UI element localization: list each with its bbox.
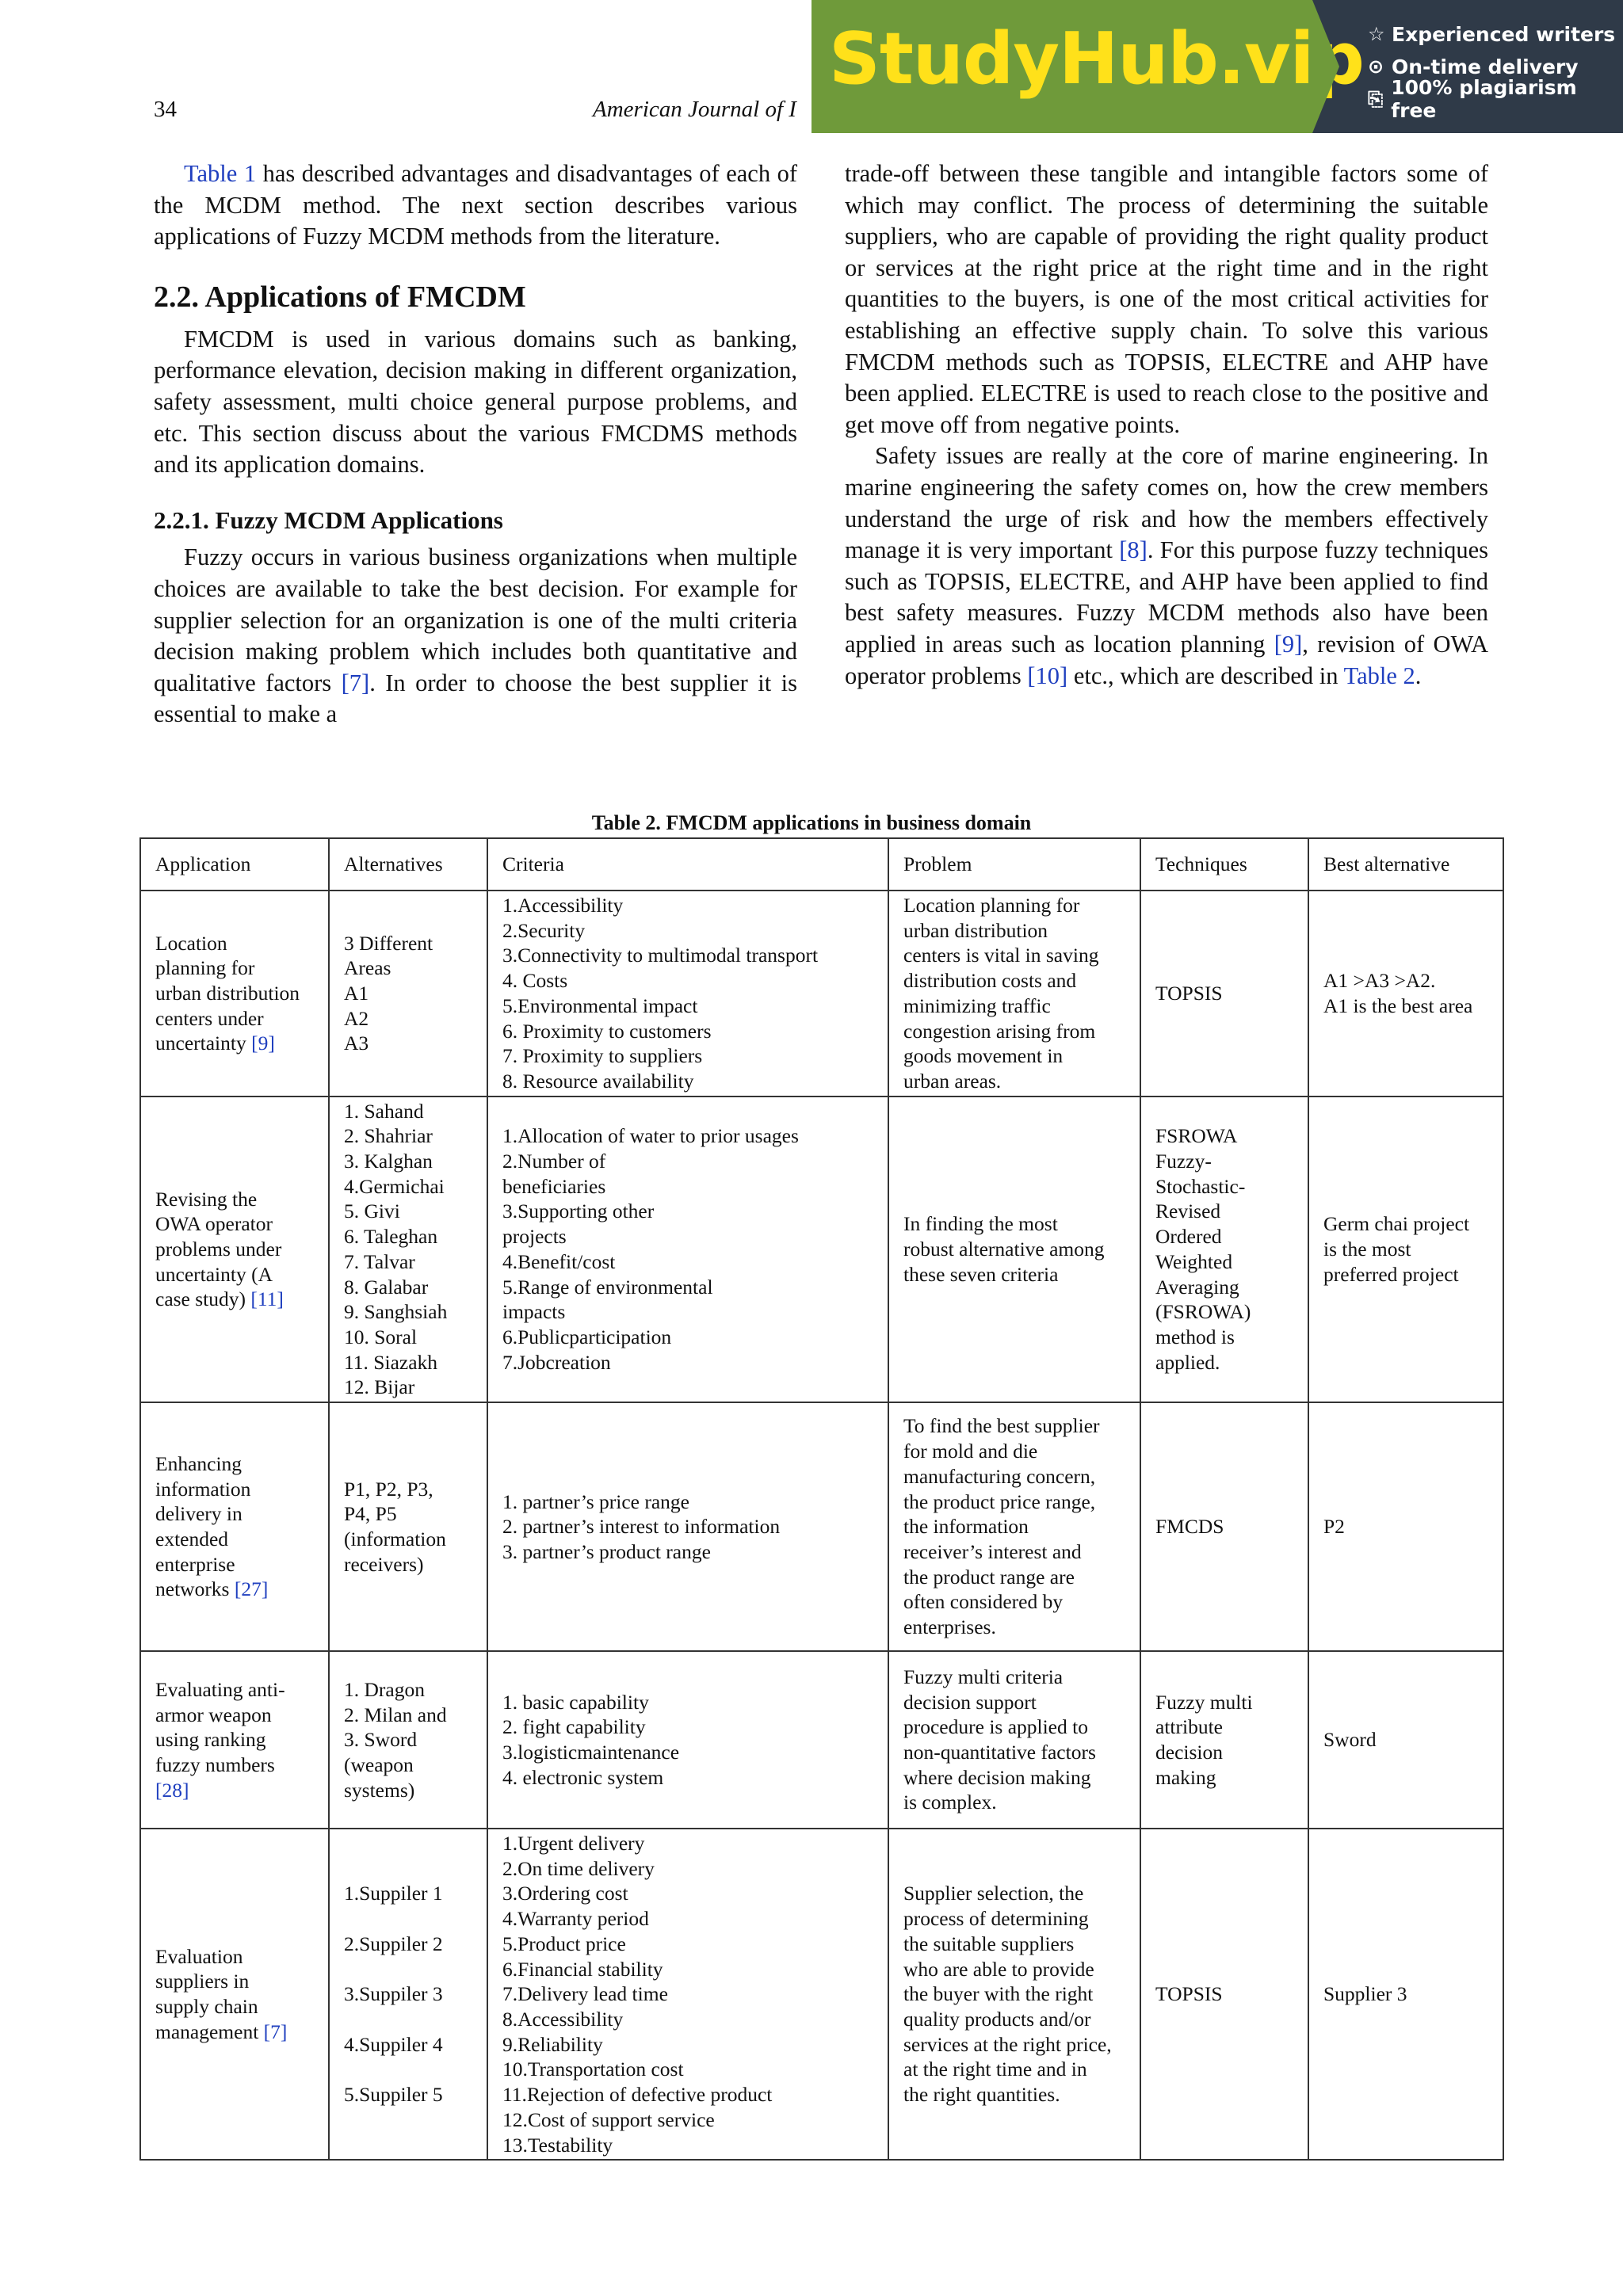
cell-line: 7. Proximity to suppliers — [502, 1044, 703, 1068]
document-check-icon: ⎘ — [1368, 88, 1384, 110]
studyhub-banner[interactable] — [812, 0, 1623, 133]
cell-line: 9.Reliability — [502, 2032, 603, 2056]
cell-line: Fuzzy multi criteria — [903, 1665, 1064, 1688]
studyhub-logo: StudyHub.vip — [829, 17, 1364, 101]
cell-line: distribution costs and — [903, 969, 1077, 993]
cell-line: decision support — [903, 1690, 1037, 1714]
paragraph — [845, 441, 1488, 692]
cell-text: networks — [155, 1577, 235, 1601]
cell-line — [344, 1906, 472, 1932]
cell-line: (FSROWA) — [1155, 1300, 1251, 1324]
cell-line: services at the right price, — [903, 2032, 1112, 2056]
cell-line: process of determining — [903, 1907, 1089, 1931]
cell-line: often considered by — [903, 1590, 1064, 1614]
table-2-link[interactable]: Table 2 — [1343, 662, 1415, 689]
cell-line: 3. Kalghan — [344, 1150, 433, 1173]
cell-line: TOPSIS — [1155, 981, 1223, 1005]
table-body — [140, 891, 1503, 2160]
cell-line: 4.Suppiler 4 — [344, 2032, 443, 2056]
cell-line: 1.Urgent delivery — [502, 1832, 645, 1855]
cell-line: Supplier selection, the — [903, 1882, 1084, 1905]
cell-line: FMCDS — [1155, 1515, 1224, 1539]
cell-line: A1 is the best area — [1323, 994, 1473, 1017]
best-alternative-cell — [1308, 1651, 1503, 1829]
criteria-cell — [487, 891, 888, 1097]
table-row — [140, 891, 1503, 1097]
cell-line — [155, 2019, 314, 2045]
cell-line: Location — [155, 931, 227, 955]
cell-line — [344, 1957, 472, 1982]
column-header: Application — [140, 838, 329, 891]
alternatives-cell — [329, 1651, 487, 1829]
techniques-cell — [1140, 1402, 1308, 1651]
cell-line: systems) — [344, 1778, 415, 1802]
cell-line: non-quantitative factors — [903, 1741, 1096, 1764]
cell-line: 5.Product price — [502, 1932, 626, 1955]
cell-line: 1.Accessibility — [502, 894, 624, 917]
cell-line: FSROWA — [1155, 1124, 1238, 1148]
cell-line: minimizing traffic — [903, 994, 1051, 1017]
cell-line — [155, 1287, 314, 1312]
best-alternative-cell — [1308, 1097, 1503, 1402]
cell-line: 2. partner’s interest to information — [502, 1515, 781, 1539]
cell-line: 5. Givi — [344, 1199, 400, 1223]
application-cell — [140, 1097, 329, 1402]
cell-line: 13.Testability — [502, 2133, 613, 2157]
cell-line: 2. fight capability — [502, 1715, 646, 1739]
cell-line: for mold and die — [903, 1440, 1038, 1463]
criteria-cell — [487, 1402, 888, 1651]
paragraph-text: Fuzzy occurs in various business organizations when multiple choices are available to take the best decision. For example for supplier selection for an organization is one of the multi criteria decision making problem which includes both quantitative and qualitative factors — [154, 543, 797, 696]
cell-line — [155, 1577, 314, 1602]
cell-line: Ordered — [1155, 1225, 1222, 1249]
cell-line: suppliers in — [155, 1970, 250, 1993]
techniques-cell — [1140, 1651, 1308, 1829]
citation-link[interactable]: [9] — [1274, 630, 1303, 658]
paragraph: trade-off between these tangible and intangible factors some of which may conflict. The process of determining the suitable suppliers, who are capable of providing the right quality product or services at the right price at the right time and in the right quantities to the buyers, is one of the most critical activities for establishing an effective supply chain. To solve this various FMCDM methods such as TOPSIS, ELECTRE and AHP have been applied. ELECTRE is used to reach close to the positive and get move off from negative points. — [845, 160, 1488, 438]
cell-line: the information — [903, 1515, 1029, 1539]
cell-line: procedure is applied to — [903, 1715, 1088, 1739]
cell-line: In finding the most — [903, 1212, 1058, 1236]
cell-line: 3.Suppiler 3 — [344, 1982, 443, 2006]
cell-line: 5.Range of environmental — [502, 1275, 713, 1299]
cell-line: 4.Benefit/cost — [502, 1249, 616, 1273]
cell-line: 6.Publicparticipation — [502, 1325, 672, 1348]
cell-line: Stochastic- — [1155, 1174, 1246, 1198]
best-alternative-cell — [1308, 1402, 1503, 1651]
table-caption: Table 2. FMCDM applications in business domain — [591, 811, 1032, 834]
cell-line: (information — [344, 1527, 446, 1551]
cell-line: 2. Shahriar — [344, 1124, 433, 1148]
table-header-row — [140, 838, 1503, 891]
banner-feature-text: On-time delivery — [1392, 55, 1579, 78]
cell-line: 9. Sanghsiah — [344, 1300, 448, 1324]
cell-line: making — [1155, 1765, 1216, 1789]
banner-logo-panel[interactable] — [812, 0, 1364, 133]
cell-line: 2.Security — [502, 918, 586, 942]
cell-line: 10.Transportation cost — [502, 2058, 684, 2081]
cell-line: Areas — [344, 956, 391, 980]
cell-line: centers under — [155, 1006, 264, 1030]
cell-line: uncertainty (A — [155, 1262, 273, 1286]
best-alternative-cell — [1308, 1829, 1503, 2160]
cell-text: fuzzy numbers — [155, 1753, 275, 1776]
cell-line: the suitable suppliers — [903, 1932, 1075, 1955]
cell-line: TOPSIS — [1155, 1982, 1223, 2006]
banner-feature-text: 100% plagiarism free — [1391, 76, 1577, 122]
cell-line: centers is vital in saving — [903, 944, 1099, 967]
cell-line: OWA operator — [155, 1212, 273, 1236]
cell-line: the product range are — [903, 1565, 1075, 1589]
table-row — [140, 1097, 1503, 1402]
cell-line: method is — [1155, 1325, 1235, 1348]
alternatives-cell — [329, 1402, 487, 1651]
techniques-cell — [1140, 891, 1308, 1097]
section-heading: 2.2. Applications of FMCDM — [154, 280, 526, 314]
table-row — [140, 1651, 1503, 1829]
cell-line: To find the best supplier — [903, 1414, 1100, 1438]
cell-line: 4. electronic system — [502, 1765, 664, 1789]
cell-line: where decision making — [903, 1765, 1091, 1789]
cell-line: 5.Environmental impact — [502, 994, 698, 1017]
cell-line: who are able to provide — [903, 1957, 1094, 1981]
criteria-cell — [487, 1651, 888, 1829]
cell-line: 2. Milan and — [344, 1703, 447, 1726]
cell-line: the product price range, — [903, 1489, 1096, 1513]
cell-line: applied. — [1155, 1350, 1220, 1374]
cell-line: quality products and/or — [903, 2007, 1091, 2031]
cell-line: 2.Number of — [502, 1150, 606, 1173]
cell-line: 3. Sword — [344, 1728, 418, 1752]
application-cell — [140, 1829, 329, 2160]
cell-line: receiver’s interest and — [903, 1539, 1082, 1563]
banner-feature — [1368, 76, 1623, 122]
banner-arrow-shape — [1312, 0, 1339, 133]
cell-line: receivers) — [344, 1552, 424, 1576]
cell-line: 1.Suppiler 1 — [344, 1882, 443, 1905]
cell-line: Supplier 3 — [1323, 1982, 1407, 2006]
cell-line: Sword — [1323, 1728, 1377, 1752]
paragraph-text: etc., which are described in — [1067, 662, 1344, 689]
left-column — [154, 158, 797, 730]
cell-line: 8.Accessibility — [502, 2007, 624, 2031]
cell-line: 7.Delivery lead time — [502, 1982, 668, 2006]
table-row — [140, 1829, 1503, 2160]
techniques-cell — [1140, 1829, 1308, 2160]
cell-line: Averaging — [1155, 1275, 1239, 1299]
paragraph — [154, 158, 797, 253]
cell-line: is complex. — [903, 1791, 997, 1814]
cell-line: 4.Warranty period — [502, 1907, 649, 1931]
table-row — [140, 1402, 1503, 1651]
paragraph — [154, 542, 797, 730]
banner-feature — [1368, 18, 1623, 51]
cell-line: Enhancing — [155, 1451, 242, 1475]
cell-line: 4. Costs — [502, 969, 568, 993]
cell-line: Fuzzy- — [1155, 1150, 1212, 1173]
cell-line: Revising the — [155, 1187, 258, 1211]
paragraph-text: , revision of OWA operator problems — [845, 630, 1488, 689]
cell-line: 1.Allocation of water to prior usages — [502, 1124, 799, 1148]
cell-line: impacts — [502, 1300, 566, 1324]
cell-line: P1, P2, P3, — [344, 1477, 433, 1501]
cell-line: information — [155, 1477, 251, 1501]
best-alternative-cell — [1308, 891, 1503, 1097]
citation-link[interactable]: [9] — [251, 1032, 275, 1055]
citation-link[interactable]: [7] — [263, 2019, 288, 2043]
cell-line: robust alternative among — [903, 1237, 1105, 1261]
column-header: Problem — [888, 838, 1140, 891]
cell-line: enterprises. — [903, 1615, 996, 1639]
application-cell — [140, 891, 329, 1097]
cell-line: A1 — [344, 981, 369, 1005]
application-cell — [140, 1651, 329, 1829]
banner-feature-text: Experienced writers — [1392, 22, 1616, 46]
problem-cell — [888, 1829, 1140, 2160]
cell-line — [155, 1031, 314, 1056]
cell-line: 3.Connectivity to multimodal transport — [502, 944, 819, 967]
citation-link[interactable]: [11] — [250, 1287, 284, 1311]
alternatives-cell — [329, 1829, 487, 2160]
cell-line: planning for — [155, 956, 255, 980]
cell-line: P2 — [1323, 1515, 1345, 1539]
cell-line: projects — [502, 1225, 567, 1249]
cell-line: 4.Germichai — [344, 1174, 445, 1198]
cell-line: delivery in — [155, 1502, 242, 1526]
cell-line: goods movement in — [903, 1044, 1064, 1068]
cell-line: Weighted — [1155, 1249, 1233, 1273]
paragraph-text: . In order to choose the best supplier it is essential to make a — [154, 669, 798, 728]
citation-link[interactable]: [7] — [341, 669, 370, 696]
cell-line: Evaluation — [155, 1944, 243, 1968]
column-header: Alternatives — [329, 838, 487, 891]
criteria-cell — [487, 1829, 888, 2160]
alternatives-cell — [329, 1097, 487, 1402]
problem-cell — [888, 1097, 1140, 1402]
cell-line: 12.Cost of support service — [502, 2107, 715, 2131]
cell-line: manufacturing concern, — [903, 1464, 1096, 1488]
paragraph: FMCDM is used in various domains such as banking, performance elevation, decision making in different organization, safety assessment, multi choice general purpose problems, and etc. This section discuss about the various FMCDMS methods and its application domains. — [154, 325, 797, 479]
cell-line: Revised — [1155, 1199, 1221, 1223]
problem-cell — [888, 1651, 1140, 1829]
cell-line: preferred project — [1323, 1262, 1459, 1286]
cell-line: extended — [155, 1527, 229, 1551]
cell-line — [155, 1753, 314, 1802]
problem-cell — [888, 891, 1140, 1097]
column-header: Best alternative — [1308, 838, 1503, 891]
citation-link[interactable]: [10] — [1027, 662, 1068, 689]
clock-icon: ⊙ — [1368, 55, 1384, 78]
cell-line: 12. Bijar — [344, 1375, 415, 1399]
cell-line: 3.logisticmaintenance — [502, 1741, 680, 1764]
cell-line: 1. Dragon — [344, 1677, 425, 1701]
column-header: Criteria — [487, 838, 888, 891]
cell-line: 6. Proximity to customers — [502, 1019, 712, 1043]
cell-line: 11. Siazakh — [344, 1350, 438, 1374]
cell-text: case study) — [155, 1287, 251, 1311]
cell-line: these seven criteria — [903, 1262, 1059, 1286]
page-number: 34 — [154, 97, 177, 122]
cell-line: 7.Jobcreation — [502, 1350, 611, 1374]
cell-line: problems under — [155, 1237, 282, 1261]
paragraph-text: Safety issues are really at the core of marine engineering. In marine engineering the safety comes on, how the crew members understand the urge of risk and how the members effectively manage it is very important — [845, 442, 1488, 564]
cell-line: Fuzzy multi — [1155, 1690, 1253, 1714]
cell-line: at the right time and in — [903, 2058, 1087, 2081]
cell-line: the buyer with the right — [903, 1982, 1094, 2006]
cell-line: (weapon — [344, 1753, 414, 1776]
cell-line: 2.On time delivery — [502, 1856, 655, 1880]
cell-line: 3. partner’s product range — [502, 1539, 711, 1563]
problem-cell — [888, 1402, 1140, 1651]
cell-line: attribute — [1155, 1715, 1223, 1739]
cell-line: using ranking — [155, 1728, 266, 1752]
cell-line: armor weapon — [155, 1703, 272, 1726]
cell-line: 1. Sahand — [344, 1099, 424, 1123]
cell-line: 3 Different — [344, 931, 433, 955]
cell-line: 2.Suppiler 2 — [344, 1932, 443, 1955]
fmcdm-applications-table — [139, 837, 1504, 2161]
cell-line: P4, P5 — [344, 1502, 397, 1526]
cell-line: 6. Taleghan — [344, 1225, 438, 1249]
cell-line: urban areas. — [903, 1069, 1002, 1093]
criteria-cell — [487, 1097, 888, 1402]
application-cell — [140, 1402, 329, 1651]
cell-line — [344, 2007, 472, 2032]
cell-line: Evaluating anti- — [155, 1677, 285, 1701]
subsection-heading: 2.2.1. Fuzzy MCDM Applications — [154, 505, 503, 534]
alternatives-cell — [329, 891, 487, 1097]
journal-title: American Journal of I — [593, 97, 796, 122]
cell-line: 3.Ordering cost — [502, 1882, 628, 1905]
cell-line: urban distribution — [155, 981, 300, 1005]
table-1-link[interactable]: Table 1 — [184, 160, 257, 187]
cell-line: Germ chai project — [1323, 1212, 1470, 1236]
cell-line: is the most — [1323, 1237, 1411, 1261]
star-icon: ☆ — [1368, 23, 1385, 45]
right-column — [845, 158, 1488, 692]
paragraph-text: has described advantages and disadvantages of each of the MCDM method. The next section describes various applications of Fuzzy MCDM methods from the literature. — [154, 160, 797, 250]
cell-line: A2 — [344, 1006, 369, 1030]
cell-line: 3.Supporting other — [502, 1199, 655, 1223]
cell-line: A3 — [344, 1032, 369, 1055]
cell-line: 1. basic capability — [502, 1690, 649, 1714]
cell-line: supply chain — [155, 1995, 258, 2019]
cell-line: 1. partner’s price range — [502, 1489, 689, 1513]
cell-line: urban distribution — [903, 918, 1048, 942]
cell-line: 8. Resource availability — [502, 1069, 694, 1093]
cell-line: enterprise — [155, 1552, 235, 1576]
citation-link[interactable]: [28] — [155, 1778, 189, 1802]
cell-line: 11.Rejection of defective product — [502, 2083, 773, 2107]
cell-text: uncertainty — [155, 1032, 252, 1055]
cell-line: 6.Financial stability — [502, 1957, 663, 1981]
cell-line: congestion arising from — [903, 1019, 1096, 1043]
cell-line — [344, 2057, 472, 2082]
paragraph-text: . For this purpose fuzzy techniques such as TOPSIS, ELECTRE, and AHP have been applied to find best safety measures. Fuzzy MCDM methods also have been applied in areas such as location planning — [845, 536, 1488, 658]
cell-text: management — [155, 2019, 264, 2043]
cell-line: the right quantities. — [903, 2083, 1060, 2107]
citation-link[interactable]: [8] — [1119, 536, 1148, 564]
cell-line: 5.Suppiler 5 — [344, 2083, 443, 2107]
paragraph-text: . — [1415, 662, 1422, 689]
techniques-cell — [1140, 1097, 1308, 1402]
cell-line: 10. Soral — [344, 1325, 418, 1348]
cell-line: 8. Galabar — [344, 1275, 429, 1299]
citation-link[interactable]: [27] — [234, 1577, 269, 1601]
cell-line: 7. Talvar — [344, 1249, 415, 1273]
cell-line: beneficiaries — [502, 1174, 606, 1198]
cell-line: Location planning for — [903, 894, 1080, 917]
cell-line: decision — [1155, 1741, 1223, 1764]
column-header: Techniques — [1140, 838, 1308, 891]
cell-line: A1 >A3 >A2. — [1323, 969, 1436, 993]
